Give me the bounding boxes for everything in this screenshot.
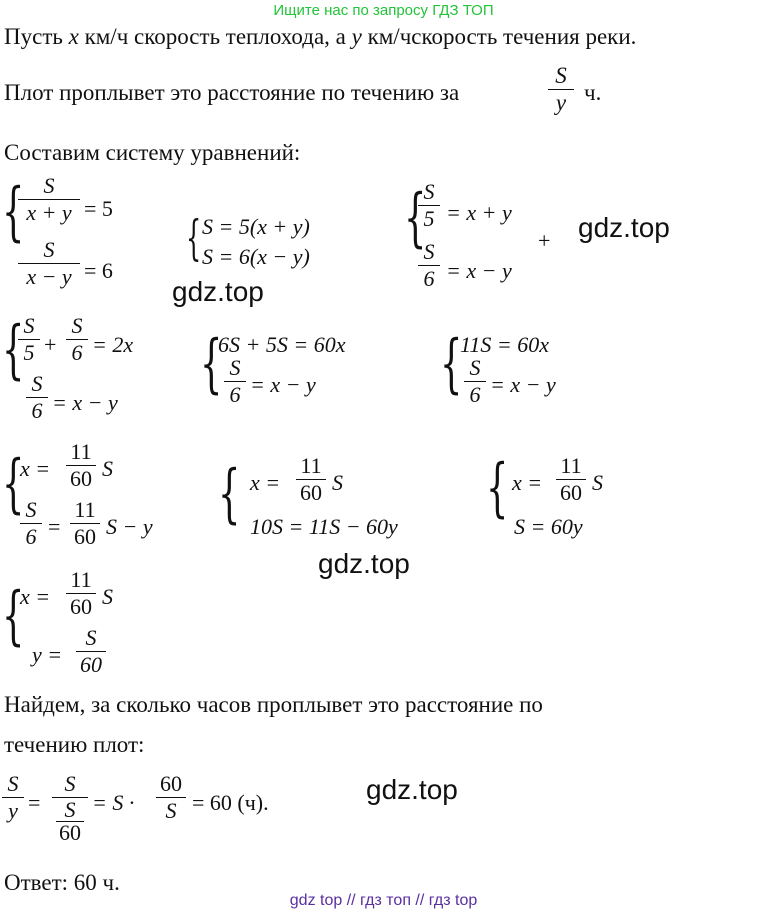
eq-d2-den: 6 [31,398,43,423]
eq-g2-fnum: 11 [74,497,96,522]
eq-a2-num: S [43,237,55,262]
eq-i1-lhs: x = [512,470,543,495]
top-banner[interactable]: Ищите нас по запросу ГДЗ ТОП [273,2,494,19]
eq-a1-frac [18,174,80,225]
find-text-1: Найдем, за сколько часов проплывет это расстояние по [4,692,543,717]
eq-d1-rhs: = 2x [92,332,134,357]
eq-i1-s: S [592,470,603,495]
raft-frac-den: y [555,90,567,115]
brace-b: { [186,210,202,266]
unit-2: км/ч [367,24,412,49]
intro-line [4,24,636,50]
final-a-den: y [8,798,18,823]
eq-a1-rhs: = 5 [84,196,113,221]
eq-g2-num: S [25,497,37,522]
eq-f1: 11S = 60x [460,332,549,357]
eq-j1-lhs: x = [20,584,51,609]
eq-b1: S = 5(x + y) [202,214,310,239]
var-y: y [351,24,362,49]
eq-d1a-num: S [23,313,35,338]
eq-e2-den: 6 [229,382,241,407]
eq-i1-frac [556,454,586,505]
final-c-frac [156,772,186,823]
brace-e: { [200,327,223,401]
eq-j2-num: S [85,625,97,650]
eq-j2-frac [76,626,106,677]
eq-j2-den: 60 [80,652,102,677]
final-c-num: 60 [160,771,182,796]
brace-h: { [218,457,241,531]
final-b-den-num: S [64,797,76,822]
eq-a2-rhs: = 6 [84,258,113,283]
eq-g2-mid: = [48,514,61,539]
watermark-1: gdz.top [172,276,264,307]
final-b-frac [52,772,88,844]
eq-c2-frac [418,240,440,291]
final-eq1: = [28,790,41,815]
eq-j1-num: 11 [70,567,92,592]
eq-j1-frac [66,568,96,619]
eq-c1-num: S [423,179,435,204]
eq-j1-s: S [102,584,113,609]
brace-d: { [2,313,25,387]
eq-d2-num: S [31,371,43,396]
eq-d1a-den: 5 [23,340,35,365]
eq-f2-den: 6 [469,382,481,407]
eq-b2: S = 6(x − y) [202,244,310,269]
brace-j: { [2,579,25,653]
raft-fraction [548,64,574,115]
find-text-2: течению плот: [4,732,145,757]
intro-text-b: скорость теплохода, а [134,24,346,49]
eq-g2-fden: 60 [74,524,96,549]
eq-e2-rhs: = x − y [250,372,316,397]
eq-f2-frac [464,356,486,407]
eq-g2-ffrac [70,498,100,549]
eq-e2-num: S [229,355,241,380]
eq-a2-den: x − y [26,264,72,289]
eq-g1-frac [66,440,96,491]
final-c-den: S [165,798,177,823]
eq-g1-num: 11 [70,439,92,464]
eq-g2-rhs: S − y [106,514,153,539]
eq-d1b-num: S [71,313,83,338]
raft-text: Плот проплывет это расстояние по течению за [4,80,460,105]
intro-text-c: скорость течения реки. [411,24,637,49]
eq-c1-den: 5 [423,206,435,231]
eq-h1-s: S [332,470,343,495]
eq-d1a-frac [18,314,40,365]
eq-i1-den: 60 [560,480,582,505]
final-result: = 60 (ч). [192,790,269,815]
eq-h1-den: 60 [300,480,322,505]
footer-links[interactable]: gdz top // гдз топ // гдз top [289,892,478,909]
var-x: x [68,24,79,49]
eq-d2-frac [26,372,48,423]
watermark-2: gdz.top [578,212,670,243]
eq-f2-num: S [469,355,481,380]
brace-g: { [2,447,25,521]
eq-c1-frac [418,180,440,231]
eq-e1: 6S + 5S = 60x [218,332,346,357]
eq-h1-frac [296,454,326,505]
final-a-num: S [7,771,19,796]
eq-j1-den: 60 [70,594,92,619]
unit-1: км/ч [84,24,129,49]
eq-g1-s: S [102,456,113,481]
system-heading: Составим систему уравнений: [4,140,301,165]
eq-i1-num: 11 [560,453,582,478]
eq-a1-num: S [43,173,55,198]
answer: Ответ: 60 ч. [4,870,120,895]
final-b-den-den: 60 [59,820,81,845]
plus-sign: + [538,228,551,253]
eq-d2-rhs: = x − y [52,390,118,415]
eq-h2: 10S = 11S − 60y [250,514,398,539]
eq-d1b-den: 6 [71,340,83,365]
brace-c: { [404,181,427,255]
eq-c1-rhs: = x + y [446,200,512,225]
final-eq2: = S · [92,790,135,815]
eq-h1-num: 11 [300,453,322,478]
intro-text-a: Пусть [4,24,63,49]
raft-frac-num: S [555,63,567,88]
eq-d1b-frac [66,314,88,365]
brace-a: { [2,175,25,249]
final-b-num: S [64,771,76,796]
brace-i: { [486,451,509,525]
eq-d1-plus: + [44,332,57,357]
eq-c2-rhs: = x − y [446,258,512,283]
brace-f: { [440,327,463,401]
eq-f2-rhs: = x − y [490,372,556,397]
watermark-3: gdz.top [318,548,410,579]
final-a-frac [2,772,24,823]
raft-unit: ч. [584,80,602,105]
eq-j2-lhs: y = [32,642,63,667]
eq-e2-frac [224,356,246,407]
eq-c2-den: 6 [423,266,435,291]
eq-c2-num: S [423,239,435,264]
eq-g1-den: 60 [70,466,92,491]
eq-g2-frac [20,498,42,549]
eq-g2-den: 6 [25,524,37,549]
eq-a2-frac [18,238,80,289]
watermark-4: gdz.top [366,774,458,805]
eq-a1-den: x + y [26,200,72,225]
eq-h1-lhs: x = [250,470,281,495]
eq-g1-lhs: x = [20,456,51,481]
eq-i2: S = 60y [514,514,583,539]
